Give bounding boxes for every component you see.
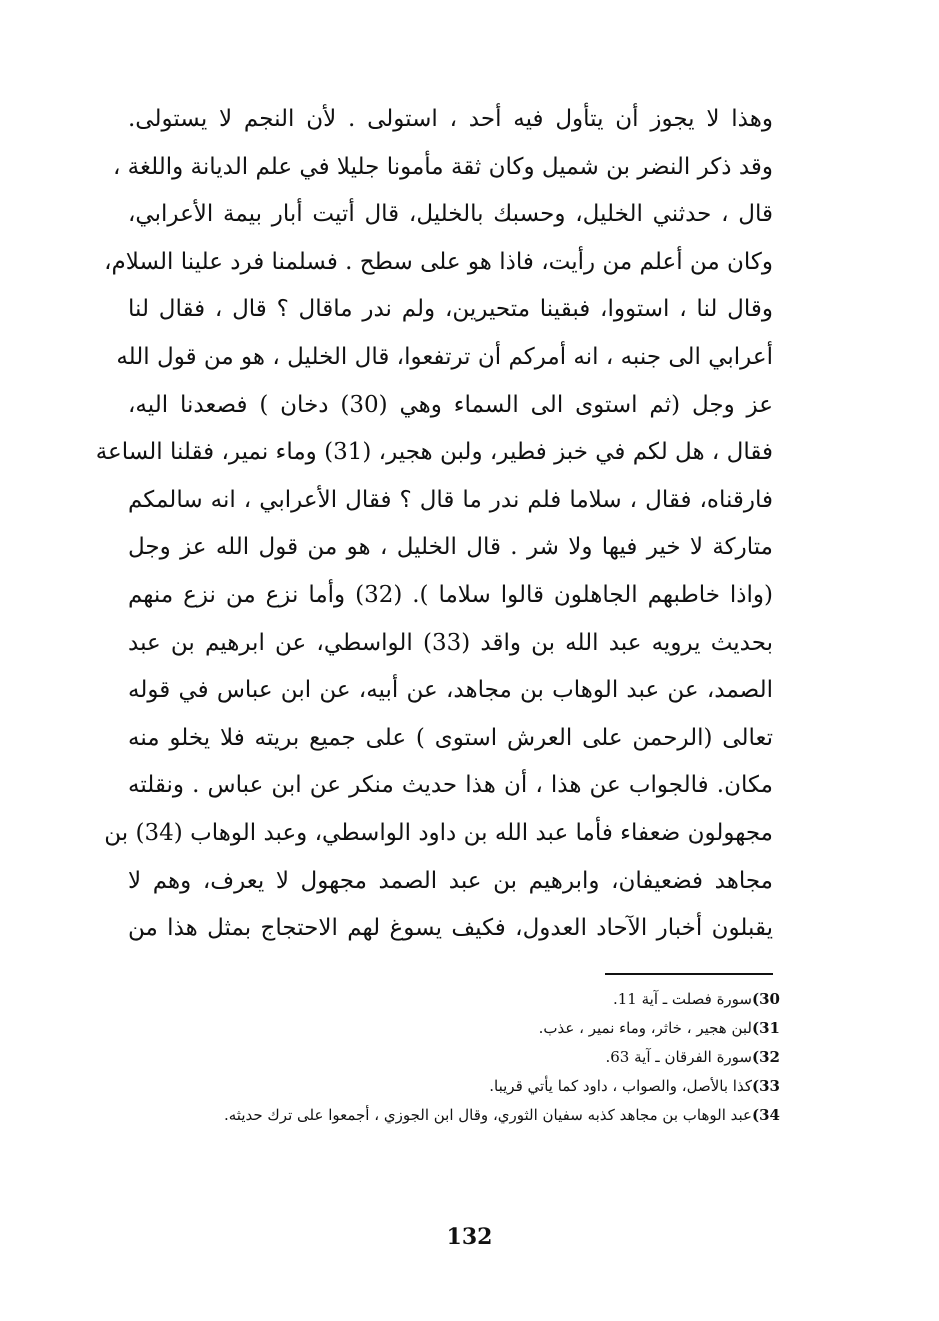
- body-line: وكان من أعلم من رأيت، فاذا هو على سطح . فسلمنا فرد علينا السلام،: [104, 248, 773, 275]
- body-line: يقبلون أخبار الآحاد العدول، فكيف يسوغ لهم الاحتجاج بمثل هذا من: [128, 915, 773, 942]
- body-line: مجهولون ضعفاء فأما عبد الله بن داود الواسطي، وعبد الوهاب (34) بن: [104, 819, 773, 846]
- footnote-number: 31): [752, 1019, 780, 1037]
- footnote: [140, 1101, 780, 1130]
- footnote-number: 34): [752, 1106, 780, 1124]
- footnote-number: 33): [752, 1077, 780, 1095]
- footnote: [140, 1014, 780, 1043]
- body-line: الصمد، عن عبد الوهاب بن مجاهد، عن أبيه، عن ابن عباس في قوله: [128, 677, 773, 704]
- body-line: أعرابي الى جنبه ، انه أمركم أن ترتفعوا، قال الخليل ، هو من قول الله: [116, 343, 773, 370]
- body-line: وقال لنا ، استووا، فبقينا متحيرين، ولم ندر ماقال ؟ قال ، فقال لنا: [128, 296, 773, 323]
- body-line: قال ، حدثني الخليل، وحسبك بالخليل، قال أتيت أبار بيمة الأعرابي،: [128, 201, 773, 228]
- body-line: مكان. فالجواب عن هذا ، أن هذا حديث منكر عن ابن عباس . ونقلته: [128, 772, 773, 799]
- body-text: [95, 96, 774, 953]
- body-line: بحديث يرويه عبد الله بن واقد (33) الواسطي، عن ابرهيم بن عبد: [128, 629, 773, 656]
- body-line: فقال ، هل لكم في خبز فطير، ولبن هجير، (31) وماء نمير، فقلنا الساعة: [95, 439, 773, 466]
- footnote: [140, 1072, 780, 1101]
- footnote-number: 32): [752, 1048, 780, 1066]
- footnote-number: 30): [752, 990, 780, 1008]
- page-number: 132: [446, 1224, 493, 1250]
- footnotes: [140, 985, 780, 1130]
- footnote-text: عبد الوهاب بن مجاهد كذبه سفيان الثوري، وقال ابن الجوزي ، أجمعوا على ترك حديثه.: [224, 1106, 752, 1124]
- footnote: [140, 1043, 780, 1072]
- footnote-text: كذا بالأصل، والصواب ، داود كما يأتي قريبا.: [489, 1077, 752, 1095]
- body-line: متاركة لا خير فيها ولا شر . قال الخليل ، هو من قول الله عز وجل: [128, 534, 773, 561]
- body-line: مجاهد فضعيفان، وابرهيم بن عبد الصمد مجهول لا يعرف، وهم لا: [128, 867, 773, 894]
- body-line: (واذا خاطبهم الجاهلون قالوا سلاما ). (32) وأما نزع من نزع منهم: [128, 581, 774, 608]
- body-line: وهذا لا يجوز أن يتأول فيه أحد ، استولى . لأن النجم لا يستولى.: [128, 106, 773, 132]
- body-line: تعالى (الرحمن على العرش استوى ) على جميع بريته فلا يخلو منه: [128, 724, 773, 751]
- footnote-text: سورة فصلت ـ آية 11.: [612, 990, 752, 1008]
- body-line: عز وجل (ثم استوى الى السماء وهي (30) دخان ) فصعدنا اليه،: [128, 391, 773, 418]
- body-line: وقد ذكر النضر بن شميل وكان ثقة مأمونا جليلا في علم الديانة واللغة ،: [112, 153, 773, 180]
- footnote-text: سورة الفرقان ـ آية 63.: [605, 1048, 752, 1066]
- footnote: [140, 985, 780, 1014]
- footnote-text: لبن هجير ، خاثر، وماء نمير ، عذب.: [538, 1019, 752, 1037]
- body-line: فارقناه، فقال ، سلاما فلم ندر ما قال ؟ فقال الأعرابي ، انه سالمكم: [128, 486, 773, 513]
- footnote-divider: [605, 973, 773, 975]
